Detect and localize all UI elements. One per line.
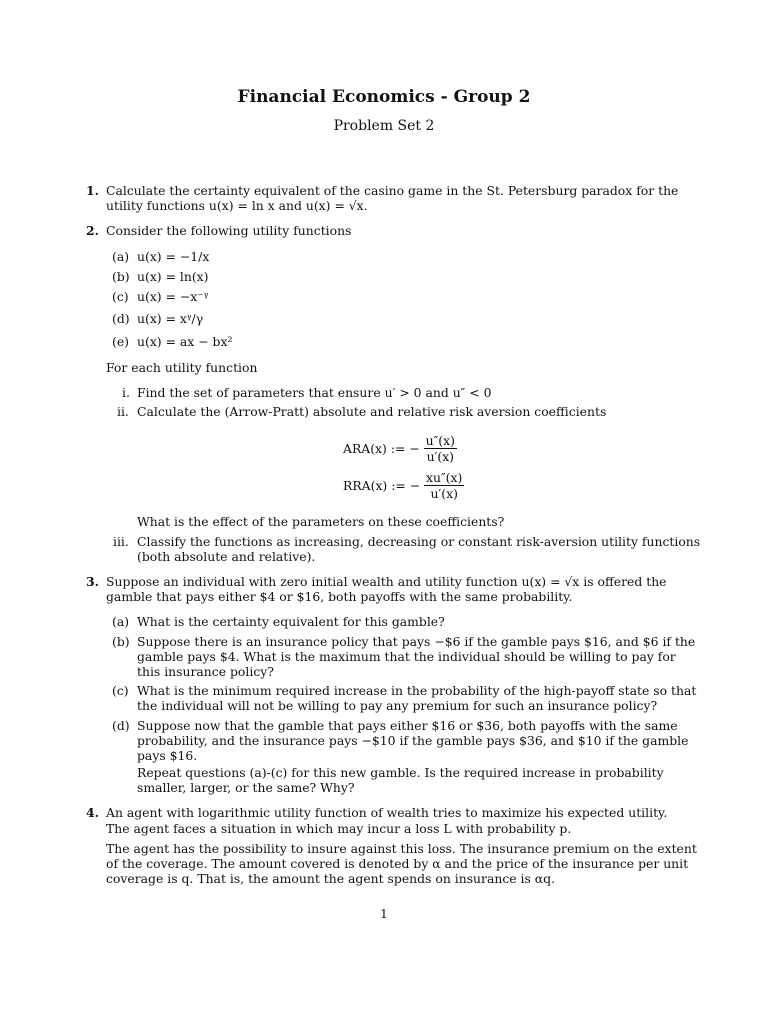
question-1-line-1: Calculate the certainty equivalent of the casino game in the St. Petersburg paradox for the	[106, 183, 679, 198]
for-each-text: For each utility function	[106, 360, 258, 375]
q3-c-line-1: What is the minimum required increase in the probability of the high-payoff state so that	[137, 683, 697, 698]
q3-c-line-2: the individual will not be willing to pay any premium for such an insurance policy?	[137, 698, 658, 713]
q3-b-label: (b)	[112, 634, 130, 649]
q3-c-label: (c)	[112, 683, 129, 698]
effect-question: What is the effect of the parameters on these coefficients?	[137, 514, 505, 529]
function-d: u(x) = xᵞ/γ	[137, 311, 204, 326]
question-4-line-4: of the coverage. The amount covered is denoted by α and the price of the insurance per unit	[106, 856, 689, 871]
page-number: 1	[380, 907, 388, 921]
ara-fraction	[424, 433, 457, 464]
question-4-line-2: The agent faces a situation in which may incur a loss L with probability p.	[106, 821, 572, 836]
function-d-label: (d)	[112, 311, 130, 326]
q3-a-label: (a)	[112, 614, 130, 629]
question-3-line-2: gamble that pays either $4 or $16, both payoffs with the same probability.	[106, 589, 573, 604]
q3-d-line-2: probability, and the insurance pays −$10 if the gamble pays $36, and $10 if the gamble	[137, 733, 689, 748]
rra-numerator: xu″(x)	[426, 470, 463, 485]
ara-lhs: ARA(x) := −	[343, 441, 420, 456]
sub-iii-line-1: Classify the functions as increasing, decreasing or constant risk-aversion utility functions	[137, 534, 701, 549]
q3-b-line-1: Suppose there is an insurance policy that pays −$6 if the gamble pays $16, and $6 if the	[137, 634, 696, 649]
question-4-number: 4.	[86, 805, 99, 820]
function-a: u(x) = −1/x	[137, 249, 210, 264]
question-1-number: 1.	[86, 183, 99, 198]
question-4-line-1: An agent with logarithmic utility function of wealth tries to maximize his expected utility.	[106, 805, 668, 820]
q3-d-line-3: pays $16.	[137, 748, 198, 763]
function-c-label: (c)	[112, 289, 129, 304]
question-2-number: 2.	[86, 223, 99, 238]
function-e: u(x) = ax − bx²	[137, 334, 233, 349]
sub-i-label: i.	[122, 385, 130, 400]
function-b: u(x) = ln(x)	[137, 269, 209, 284]
q3-d-line-5: smaller, larger, or the same? Why?	[137, 780, 355, 795]
sub-iii-line-2: (both absolute and relative).	[137, 549, 316, 564]
sub-ii-label: ii.	[117, 404, 129, 419]
ara-equation	[343, 433, 457, 464]
question-3-number: 3.	[86, 574, 99, 589]
function-c: u(x) = −x⁻ᵞ	[137, 289, 209, 304]
question-4-line-3: The agent has the possibility to insure against this loss. The insurance premium on the extent	[106, 841, 697, 856]
rra-lhs: RRA(x) := −	[343, 478, 421, 493]
rra-fraction	[424, 470, 464, 501]
page-title: Financial Economics - Group 2	[237, 87, 531, 107]
q3-d-line-4: Repeat questions (a)-(c) for this new gamble. Is the required increase in probability	[137, 765, 664, 780]
function-b-label: (b)	[112, 269, 130, 284]
question-2-intro: Consider the following utility functions	[106, 223, 352, 238]
question-3-line-1: Suppose an individual with zero initial wealth and utility function u(x) = √x is offered the	[106, 574, 667, 589]
function-e-label: (e)	[112, 334, 130, 349]
q3-d-label: (d)	[112, 718, 130, 733]
function-a-label: (a)	[112, 249, 130, 264]
q3-d-line-1: Suppose now that the gamble that pays either $16 or $36, both payoffs with the same	[137, 718, 678, 733]
ara-denominator: u′(x)	[426, 449, 455, 464]
sub-iii-label: iii.	[113, 534, 129, 549]
sub-i-text: Find the set of parameters that ensure u′ > 0 and u″ < 0	[137, 385, 492, 400]
ara-numerator: u″(x)	[425, 433, 455, 448]
question-1-line-2: utility functions u(x) = ln x and u(x) = √x.	[106, 198, 368, 213]
rra-equation	[343, 470, 464, 501]
q3-b-line-3: this insurance policy?	[137, 664, 274, 679]
rra-denominator: u′(x)	[430, 486, 458, 501]
page-subtitle: Problem Set 2	[333, 118, 435, 134]
question-4-line-5: coverage is q. That is, the amount the agent spends on insurance is αq.	[106, 871, 556, 886]
q3-b-line-2: gamble pays $4. What is the maximum that the individual should be willing to pay for	[137, 649, 676, 664]
q3-a-line-1: What is the certainty equivalent for this gamble?	[137, 614, 445, 629]
sub-ii-text: Calculate the (Arrow-Pratt) absolute and relative risk aversion coefficients	[137, 404, 607, 419]
